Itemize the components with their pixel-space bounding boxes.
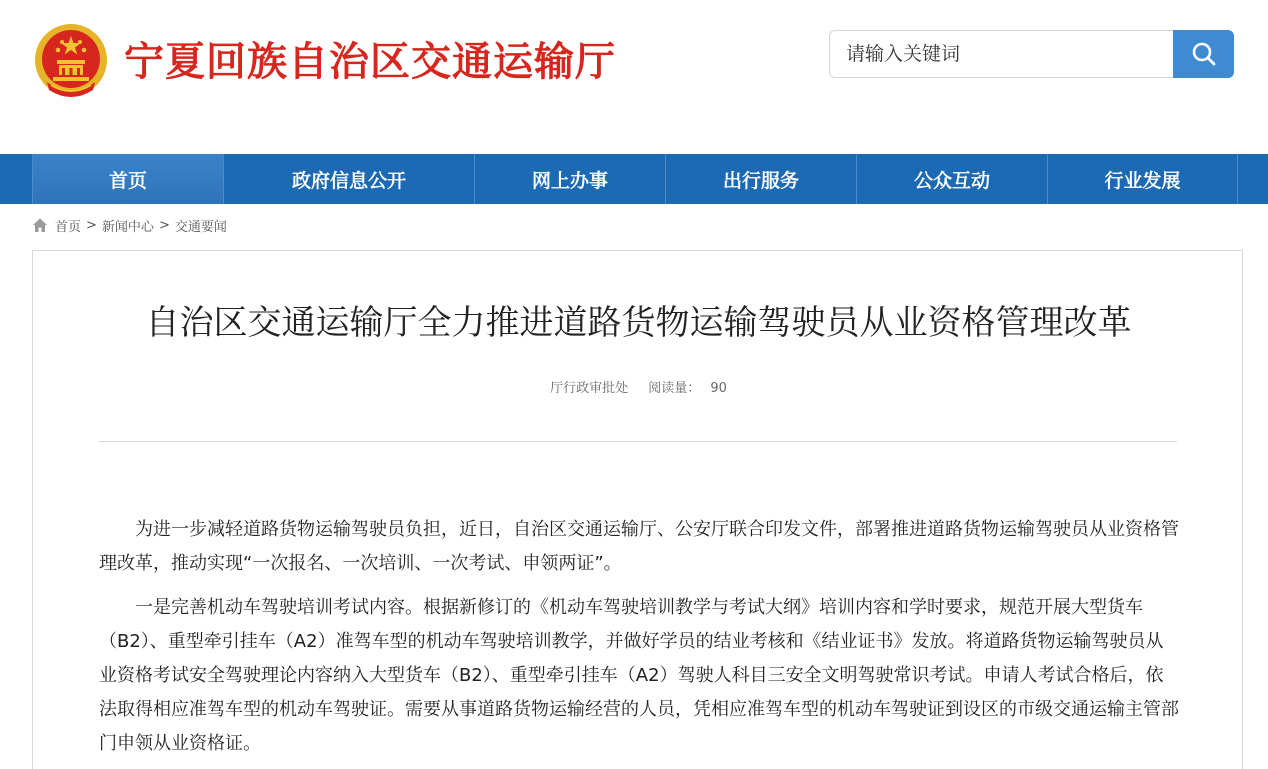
nav-item-industry-development[interactable]: 行业发展 — [1047, 154, 1238, 204]
article-paragraph: 为进一步减轻道路货物运输驾驶员负担，近日，自治区交通运输厅、公安厅联合印发文件，部署推进道路货物运输驾驶员从业资格管理改革，推动实现“一次报名、一次培训、一次考试、申领两证”。 — [99, 519, 1179, 574]
search-bar — [829, 30, 1234, 78]
search-button[interactable] — [1173, 30, 1234, 78]
home-icon — [32, 217, 48, 233]
nav-item-home[interactable]: 首页 — [32, 154, 223, 204]
nav-item-public-interaction[interactable]: 公众互动 — [856, 154, 1047, 204]
nav-item-online-services[interactable]: 网上办事 — [474, 154, 665, 204]
breadcrumb-home[interactable]: 首页 — [55, 219, 82, 235]
search-input[interactable] — [829, 30, 1175, 78]
views-label: 阅读量： — [648, 381, 701, 396]
breadcrumb-news-center[interactable]: 新闻中心 — [101, 219, 154, 235]
breadcrumb — [32, 214, 227, 236]
site-header — [0, 0, 1268, 154]
main-nav — [0, 154, 1268, 204]
national-emblem-icon — [33, 22, 109, 100]
article-paragraph: 一是完善机动车驾驶培训考试内容。根据新修订的《机动车驾驶培训教学与考试大纲》培训内容和学时要求，规范开展大型货车（B2）、重型牵引挂车（A2）准驾车型的机动车驾驶培训教学，并做好学员的结业考核和《结业证书》发放。将道路货物运输驾驶员从业资格考试安全驾驶理论内容纳入大型货车（B2）、重型牵引挂车（A2）驾驶人科目三安全文明驾驶常识考试。申请人考试合格后，依法取得相应准驾车型的机动车驾驶证。需要从事道路货物运输经营的人员，凭相应准驾车型的机动车驾驶证到设区的市级交通运输主管部门申领从业资格证。 — [99, 597, 1179, 754]
breadcrumb-separator: > — [86, 217, 97, 233]
nav-item-travel-services[interactable]: 出行服务 — [665, 154, 856, 204]
site-title: 宁夏回族自治区交通运输厅 — [124, 39, 616, 85]
article-views — [648, 381, 727, 396]
article-container — [32, 250, 1243, 769]
nav-item-gov-info[interactable]: 政府信息公开 — [223, 154, 474, 204]
breadcrumb-separator: > — [158, 217, 170, 233]
views-count: 90 — [710, 381, 727, 396]
breadcrumb-transport-news[interactable]: 交通要闻 — [174, 219, 227, 235]
article-meta — [33, 377, 1244, 396]
article-title: 自治区交通运输厅全力推进道路货物运输驾驶员从业资格管理改革 — [145, 303, 1132, 343]
title-divider — [99, 441, 1177, 442]
article-source: 厅行政审批处 — [550, 381, 629, 396]
search-icon — [1191, 41, 1217, 67]
article-body — [99, 513, 1179, 769]
